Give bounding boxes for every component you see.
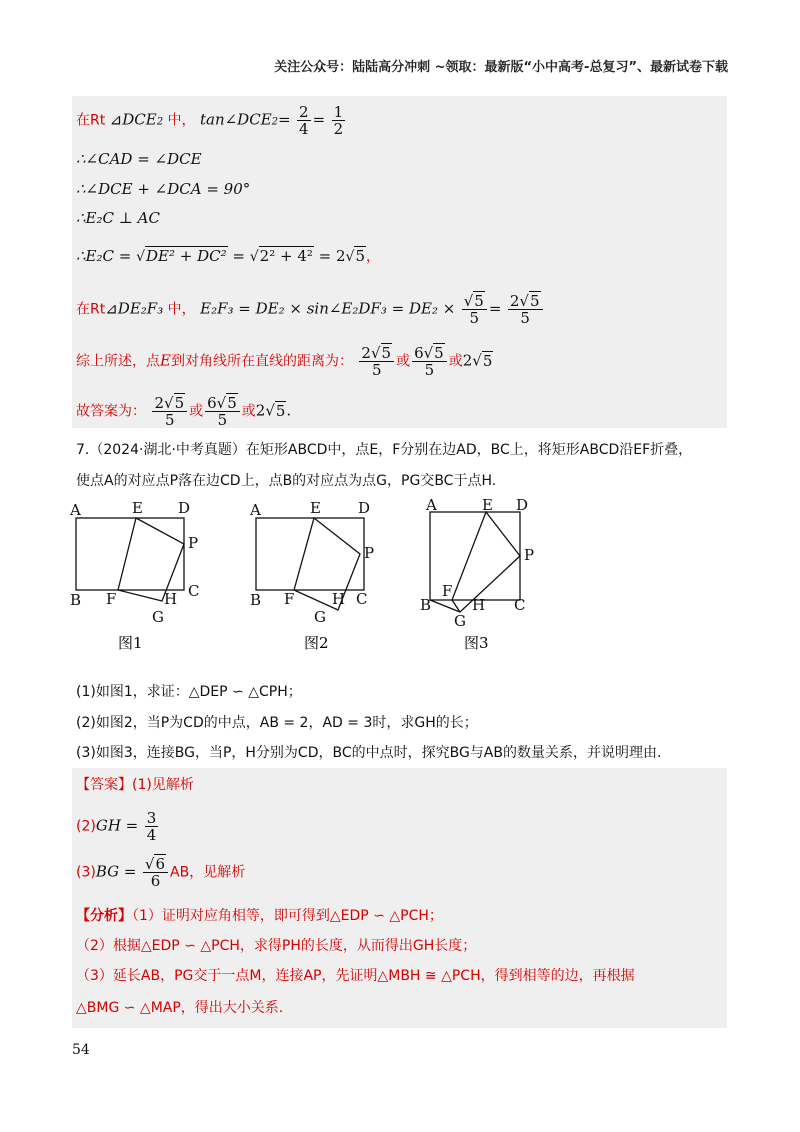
- fig1-label-H: H: [164, 590, 178, 608]
- svg-text:A: A: [426, 498, 437, 514]
- fig3-labels: [420, 498, 534, 630]
- svg-text:B: B: [420, 596, 432, 614]
- solution-line-1: 在Rt ⊿DCE2 中， tan∠DCE2= $\frac{2}{4}$ = $\frac{1}{2}$: [76, 103, 344, 138]
- fig1-label-B: B: [70, 591, 82, 609]
- svg-text:D: D: [358, 499, 371, 517]
- fig3-caption: 图3: [464, 634, 489, 652]
- analysis-2: （2）根据△EDP ∽ △PCH，求得PH的长度，从而得出GH长度；: [76, 938, 477, 954]
- fig1-rectangle: [76, 518, 184, 590]
- fig1-label-A: A: [70, 501, 81, 519]
- svg-text:P: P: [524, 546, 535, 564]
- svg-text:P: P: [364, 544, 375, 562]
- fig1-label-P: P: [188, 534, 199, 552]
- svg-text:F: F: [442, 582, 453, 600]
- problem-line-2: 使点A的对应点P落在边CD上，点B的对应点为点G，PG交BC于点H.: [76, 473, 497, 489]
- answer-3: (3)BG = $\frac{√6}{6}$ AB，见解析: [76, 855, 246, 890]
- svg-text:B: B: [250, 591, 262, 609]
- solution-line-4: ∴E₂C ⊥ AC: [76, 209, 160, 227]
- analysis-3: （3）延长AB，PG交于一点M，连接AP，先证明△MBH ≅ △PCH，得到相等的边，再根据: [76, 968, 635, 984]
- solution-line-6: 在Rt⊿DE₂F₃ 中， E₂F₃ = DE₂ × sin∠E₂DF₃ = DE₂ × $\frac{√5}{5}$ = $\frac{2√5}{5}$: [76, 293, 545, 326]
- fig1-label-G: G: [152, 608, 164, 626]
- fig2-folded-quad: [294, 518, 360, 610]
- svg-text:H: H: [472, 596, 486, 614]
- svg-text:G: G: [454, 612, 466, 630]
- fig2-caption: 图2: [304, 634, 329, 652]
- fig1-label-D: D: [178, 499, 191, 517]
- figures: [60, 498, 560, 658]
- answer-2: (2)GH = $\frac{3}{4}$: [76, 809, 157, 844]
- answer-box: [72, 768, 727, 1028]
- svg-text:E: E: [482, 498, 493, 514]
- page-header: 关注公众号：陆陆高分冲刺 ~领取：最新版“小中高考-总复习”、最新试卷下载: [274, 60, 728, 75]
- analysis-1: 【分析】（1）证明对应角相等，即可得到△EDP ∽ △PCH；: [76, 908, 443, 924]
- svg-text:F: F: [284, 590, 295, 608]
- svg-text:D: D: [516, 498, 529, 514]
- svg-text:C: C: [356, 590, 368, 608]
- solution-line-2: ∴∠CAD = ∠DCE: [76, 150, 202, 168]
- fig1-folded-quad: [118, 518, 184, 601]
- fig1-caption: 图1: [118, 634, 143, 652]
- fig1-label-F: F: [106, 590, 117, 608]
- question-3: (3)如图3，连接BG，当P，H分别为CD，BC的中点时，探究BG与AB的数量关系，并说明理由.: [76, 745, 662, 761]
- fig1-label-E: E: [132, 499, 143, 517]
- solution-line-3: ∴∠DCE + ∠DCA = 90°: [76, 180, 251, 198]
- question-1: (1)如图1，求证：△DEP ∽ △CPH；: [76, 684, 302, 700]
- question-2: (2)如图2，当P为CD的中点，AB = 2，AD = 3时，求GH的长；: [76, 715, 478, 731]
- solution-line-5: ∴E₂C = √DE² + DC² = √2² + 4² = 2√5，: [76, 247, 381, 265]
- answer-label: 【答案】(1)见解析: [76, 777, 194, 793]
- problem-line-1: 7.（2024·湖北·中考真题）在矩形ABCD中，点E，F分别在边AD，BC上，将矩形ABCD沿EF折叠，: [76, 442, 693, 458]
- fig3-folded-quad: [452, 512, 520, 612]
- answer-line: 故答案为： $\frac{2√5}{5}$ 或 $\frac{6√5}{5}$ 或2√5.: [76, 394, 292, 429]
- analysis-4: △BMG ∽ △MAP，得出大小关系.: [76, 1000, 284, 1016]
- fig2-rectangle: [256, 518, 364, 590]
- svg-text:E: E: [310, 499, 321, 517]
- summary-line: 综上所述，点E到对角线所在直线的距离为： $\frac{2√5}{5}$ 或 $\frac{6√5}{5}$ 或2√5: [76, 344, 493, 379]
- fig1-label-C: C: [188, 582, 200, 600]
- page-number: 54: [72, 1042, 90, 1058]
- svg-text:H: H: [332, 590, 346, 608]
- svg-text:A: A: [250, 501, 261, 519]
- svg-text:C: C: [514, 596, 526, 614]
- svg-text:G: G: [314, 608, 326, 626]
